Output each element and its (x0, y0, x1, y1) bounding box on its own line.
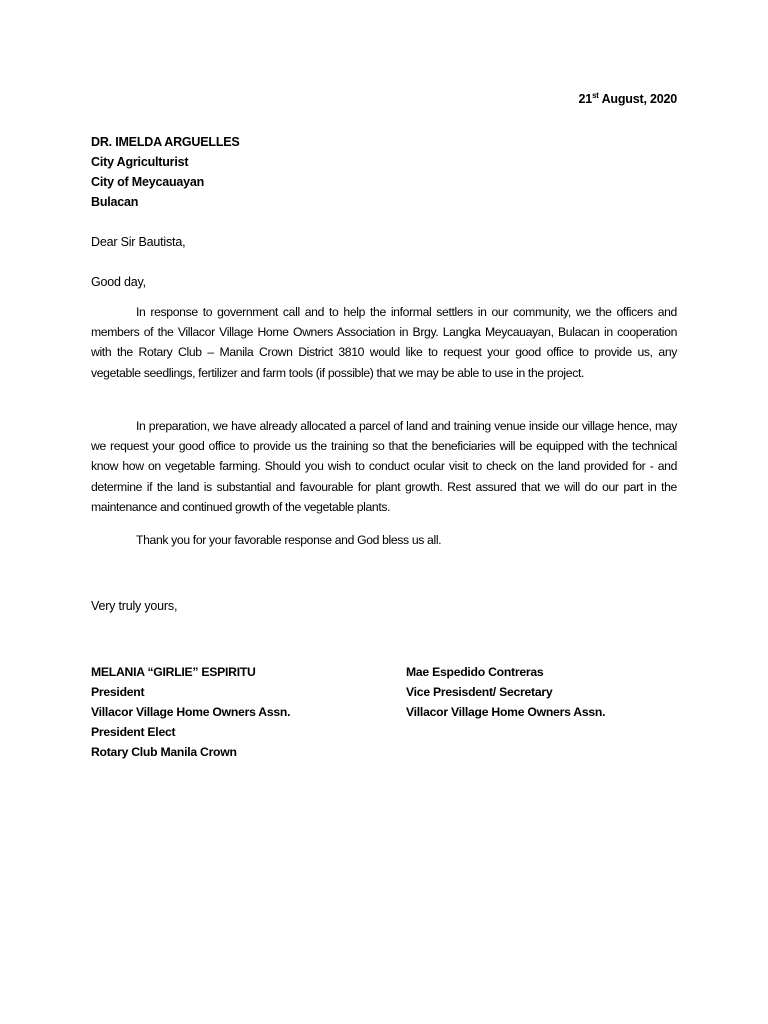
addressee-province: Bulacan (91, 195, 139, 209)
letter-date (579, 92, 677, 106)
greeting: Good day, (91, 275, 146, 289)
signatory-left-organization2: Rotary Club Manila Crown (91, 745, 237, 759)
body-paragraph-3: Thank you for your favorable response and God bless us all. (136, 533, 442, 547)
signatory-left-position: President (91, 685, 145, 699)
signatory-right (406, 662, 605, 722)
addressee-name: DR. IMELDA ARGUELLES (91, 135, 240, 149)
date-suffix: st (592, 90, 599, 100)
addressee-title: City Agriculturist (91, 155, 189, 169)
signatory-left-organization: Villacor Village Home Owners Assn. (91, 705, 291, 719)
signatory-left-position2: President Elect (91, 725, 176, 739)
signatory-left (91, 662, 290, 762)
date-day: 21 (578, 92, 593, 106)
addressee-block (91, 132, 240, 212)
addressee-city: City of Meycauayan (91, 175, 205, 189)
body-paragraph-2: In preparation, we have already allocated a parcel of land and training venue inside our village hence, may we request your good office to provide us the training so that the beneficiaries will be equipped with the technical know how on vegetable farming. Should you wish to conduct ocular visit to check on the land provided for - and determine if the land is substantial and favourable for plant growth. Rest assured that we will do our part in the maintenance and continued growth of the vegetable plants. (91, 419, 677, 514)
signatory-right-organization: Villacor Village Home Owners Assn. (406, 705, 606, 719)
signatory-left-name: MELANIA “GIRLIE” ESPIRITU (91, 665, 256, 679)
closing: Very truly yours, (91, 599, 178, 613)
signatory-right-name: Mae Espedido Contreras (406, 665, 544, 679)
date-rest: August, 2020 (598, 92, 677, 106)
salutation: Dear Sir Bautista, (91, 235, 186, 249)
body-paragraph-1: In response to government call and to help the informal settlers in our community, we the officers and members of the Villacor Village Home Owners Association in Brgy. Langka Meycauayan, Bulacan in cooperation with the Rotary Club – Manila Crown District 3810 would like to request your good office to provide us, any vegetable seedlings, fertilizer and farm tools (if possible) that we may be able to use in the project. (91, 305, 677, 380)
signatory-right-position: Vice Presisdent/ Secretary (406, 685, 553, 699)
